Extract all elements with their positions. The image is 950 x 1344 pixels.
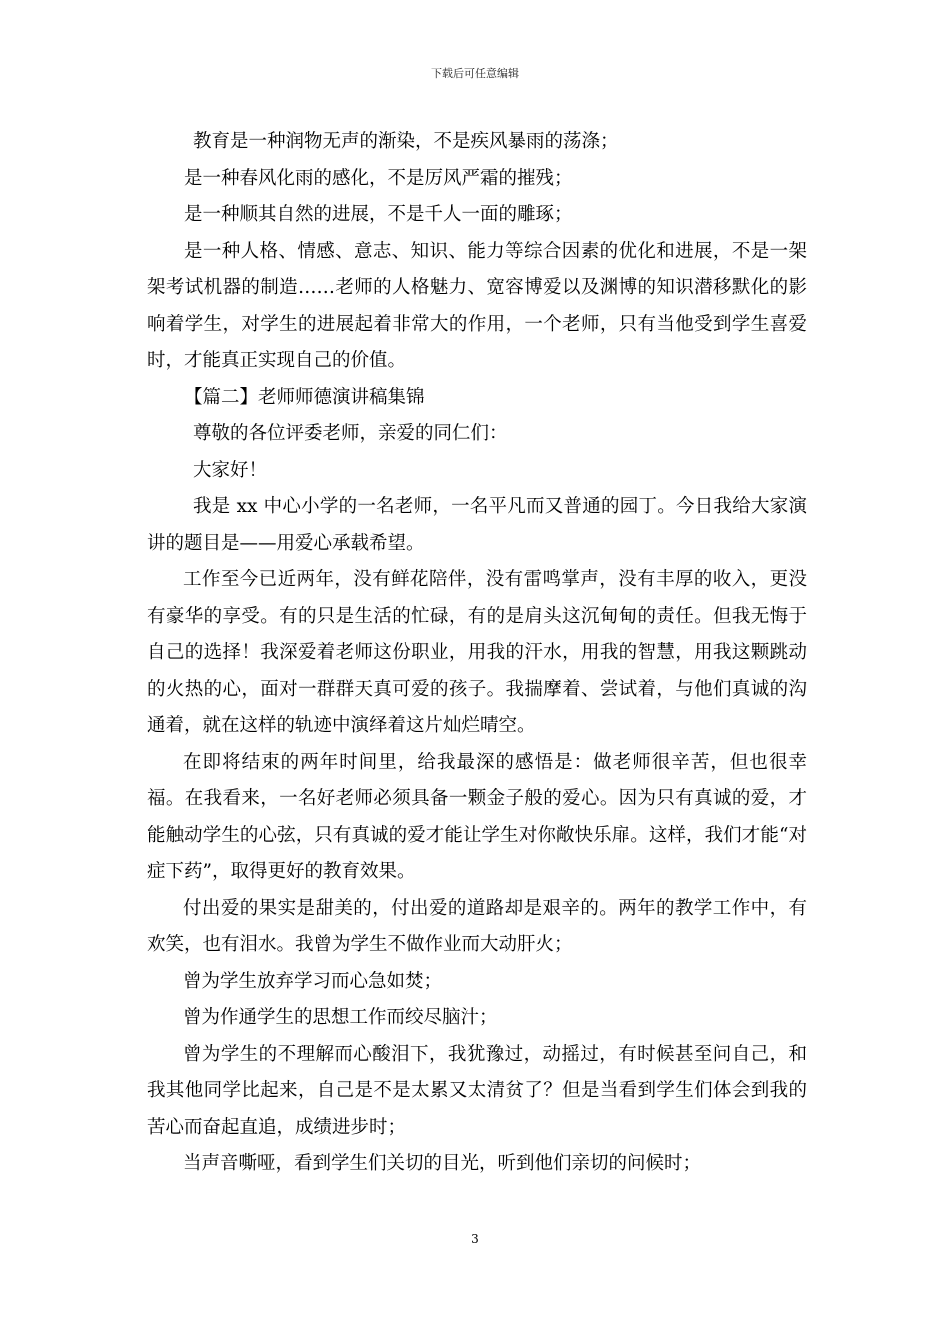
paragraph: 是一种顺其自然的进展，不是千人一面的雕琢； (184, 204, 573, 225)
salutation: 尊敬的各位评委老师，亲爱的同仁们： (193, 423, 508, 444)
paragraph: 曾为学生的不理解而心酸泪下，我犹豫过，动摇过，有时候甚至问自己，和我其他同学比起来，自己是不是太累又太清贫了？但是当看到学生们体会到我的苦心而奋起直追，成绩进步时； (147, 1043, 807, 1138)
paragraph: 当声音嘶哑，看到学生们关切的目光，听到他们亲切的问候时； (183, 1153, 702, 1174)
paragraph: 曾为作通学生的思想工作而绞尽脑汁； (183, 1007, 498, 1028)
page-number: 3 (471, 1232, 479, 1246)
paragraph: 工作至今已近两年，没有鲜花陪伴，没有雷鸣掌声，没有丰厚的收入，更没有豪华的享受。有的只是生活的忙碌，有的是肩头这沉甸甸的责任。但我无悔于自己的选择！我深爱着老师这份职业，用我的汗水，用我的智慧，用我这颗跳动的火热的心，面对一群群天真可爱的孩子。我揣摩着、尝试着，与他们真诚的沟通着，就在这样的轨迹中演绎着这片灿烂晴空。 (147, 569, 807, 736)
paragraph: 是一种人格、情感、意志、知识、能力等综合因素的优化和进展，不是一架架考试机器的制造……老师的人格魅力、宽容博爱以及渊博的知识潜移默化的影响着学生，对学生的进展起着非常大的作用，一个老师，只有当他受到学生喜爱时，才能真正实现自己的价值。 (147, 240, 807, 371)
document-body (147, 124, 807, 1183)
page-header: 下载后可任意编辑 (431, 67, 519, 80)
paragraph: 付出爱的果实是甜美的，付出爱的道路却是艰辛的。两年的教学工作中，有欢笑，也有泪水。我曾为学生不做作业而大动肝火； (147, 897, 807, 955)
paragraph: 我是 xx 中心小学的一名老师，一名平凡而又普通的园丁。今日我给大家演讲的题目是——用爱心承载希望。 (147, 496, 807, 554)
greeting: 大家好！ (193, 459, 268, 481)
paragraph: 曾为学生放弃学习而心急如焚； (183, 970, 443, 992)
section-heading: 【篇二】老师师德演讲稿集锦 (184, 386, 425, 408)
paragraph: 在即将结束的两年时间里，给我最深的感悟是：做老师很辛苦，但也很幸福。在我看来，一名好老师必须具备一颗金子般的爱心。因为只有真诚的爱，才能触动学生的心弦，只有真诚的爱才能让学生对你敞快乐扉。这样，我们才能“对症下药”，取得更好的教育效果。 (147, 751, 807, 882)
paragraph: 教育是一种润物无声的渐染，不是疾风暴雨的荡涤； (193, 131, 619, 152)
paragraph: 是一种春风化雨的感化，不是厉风严霜的摧残； (184, 167, 573, 189)
